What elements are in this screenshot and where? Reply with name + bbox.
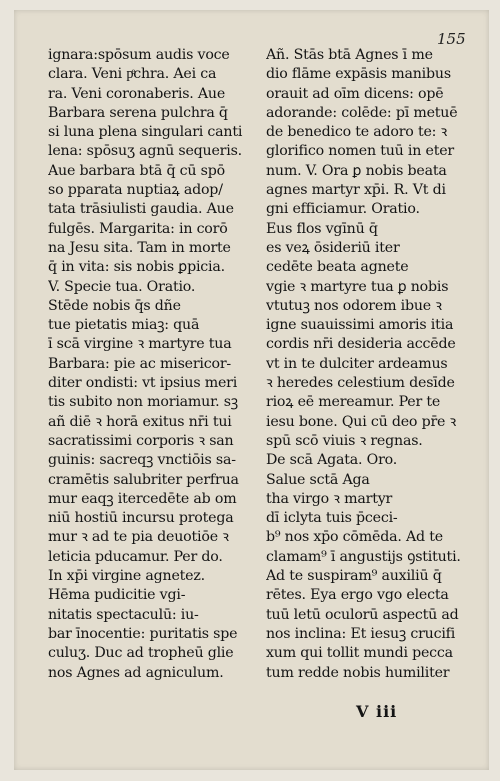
book-page [14,10,489,770]
text-line: num. V. Ora ꝑ nobis beata [266,162,447,179]
text-line: Añ. Stās btā Agnes ī me [266,47,433,63]
text-line: vtutuꝫ nos odorem ibue ꝛ [266,297,442,314]
text-line: cordis nr̄i desideria accēde [266,336,456,353]
text-line: rioꝝ eē mereamur. Per te [266,394,441,411]
text-line: orauit ad oīm dicens: opē [266,85,444,102]
text-line: xum qui tollit mundi pecca [266,645,453,662]
text-line: Salue sctā Aga [266,471,370,488]
text-line: Stēde nobis q̄s dñe [48,297,181,314]
text-line: igne suauissimi amoris itia [266,317,454,334]
text-line: tata trāsiulisti gaudia. Aue [48,201,234,218]
text-line: ꝛ heredes celestium desīde [266,375,455,392]
text-line: bar īnocentie: puritatis spe [48,625,238,642]
text-line: agnes martyr xp̄i. R. Vt di [266,182,446,199]
text-line: cedēte beata agnete [266,259,409,276]
text-line: dī iclyta tuis p̄ceci- [266,510,398,527]
text-line: b⁹ nos xp̄o cōmēda. Ad te [266,529,443,546]
text-line: vt in te dulciter ardeamus [266,355,448,372]
text-line: culuʒ. Duc ad tropheū glie [48,645,234,662]
text-line: iesu bone. Qui cū deo pr̄e ꝛ [266,413,457,430]
text-line: clamam⁹ ī angustijs ꝯstituti. [266,548,461,565]
text-line: spū scō viuis ꝛ regnas. [266,432,423,449]
text-line: glorifico nomen tuū in eter [266,143,454,160]
text-line: Aue barbara btā q̄ cū spō [48,162,225,179]
text-line: fulgēs. Margarita: in corō [48,220,228,237]
text-line: es veꝝ ōsideriū iter [266,239,400,256]
text-line: Ad te suspiram⁹ auxiliū q̄ [266,568,442,585]
text-line: so pparata nuptiaꝝ adop/ [48,182,223,199]
text-line: tha virgo ꝛ martyr [266,490,393,507]
text-line: nos Agnes ad agniculum. [48,664,224,681]
text-line: ī scā virgine ꝛ martyre tua [48,336,232,353]
text-line: cramētis salubriter perfrua [48,471,239,488]
text-line: V. Specie tua. Oratio. [48,278,196,295]
text-line: tis subito non moriamur. sꝫ [48,394,238,411]
text-line: de benedico te adoro te: ꝛ [266,124,448,141]
text-line: mur ꝛ ad te pia deuotiōe ꝛ [48,529,229,546]
right-column [266,46,478,683]
text-line: tum redde nobis humiliter [266,664,450,681]
page-number: 155 [437,30,466,48]
text-line: ra. Veni coronaberis. Aue [48,85,226,102]
text-line: gni efficiamur. Oratio. [266,201,420,218]
text-line: rētes. Eya ergo vgo electa [266,587,449,604]
text-line: clara. Veni pͤchra. Aei ca [48,66,217,83]
text-line: lena: spōsuʒ agnū sequeris. [48,143,242,160]
text-line: q̄ in vita: sis nobis ꝑpicia. [48,259,225,276]
signature-mark: V iii [356,702,398,721]
text-line: dio flāme expāsis manibus [266,66,451,83]
text-line: añ diē ꝛ horā exitus nr̄i tui [48,413,232,430]
text-line: na Jesu sita. Tam in morte [48,239,231,256]
text-line: tue pietatis miaꝫ: quā [48,317,200,334]
text-line: guinis: sacreqꝫ vnctiōis sa- [48,452,236,469]
text-line: Eus flos vgīnū q̄ [266,220,378,237]
text-line: Barbara: pie ac misericor- [48,355,232,372]
text-line: leticia pducamur. Per do. [48,548,223,565]
text-line: nitatis spectaculū: iu- [48,606,199,623]
text-line: si luna plena singulari canti [48,124,243,141]
text-line: Barbara serena pulchra q̄ [48,104,228,121]
text-line: Hēma pudicitie vgi- [48,587,186,604]
text-line: In xp̄i virgine agnetez. [48,568,205,585]
text-line: ignara:spōsum audis voce [48,47,230,63]
text-line: sacratissimi corporis ꝛ san [48,432,234,449]
text-line: diter ondisti: vt ipsius meri [48,375,238,392]
text-line: niū hostiū incursu protega [48,510,234,527]
text-line: adorande: colēde: pī metuē [266,104,458,121]
text-line: tuū letū oculorū aspectū ad [266,606,459,623]
left-column [48,46,260,683]
text-line: De scā Agata. Oro. [266,452,398,469]
text-line: vgie ꝛ martyre tua ꝑ nobis [266,278,449,295]
text-line: mur eaqꝫ itercedēte ab om [48,490,237,507]
text-line: nos inclina: Et iesuꝫ crucifi [266,625,456,642]
